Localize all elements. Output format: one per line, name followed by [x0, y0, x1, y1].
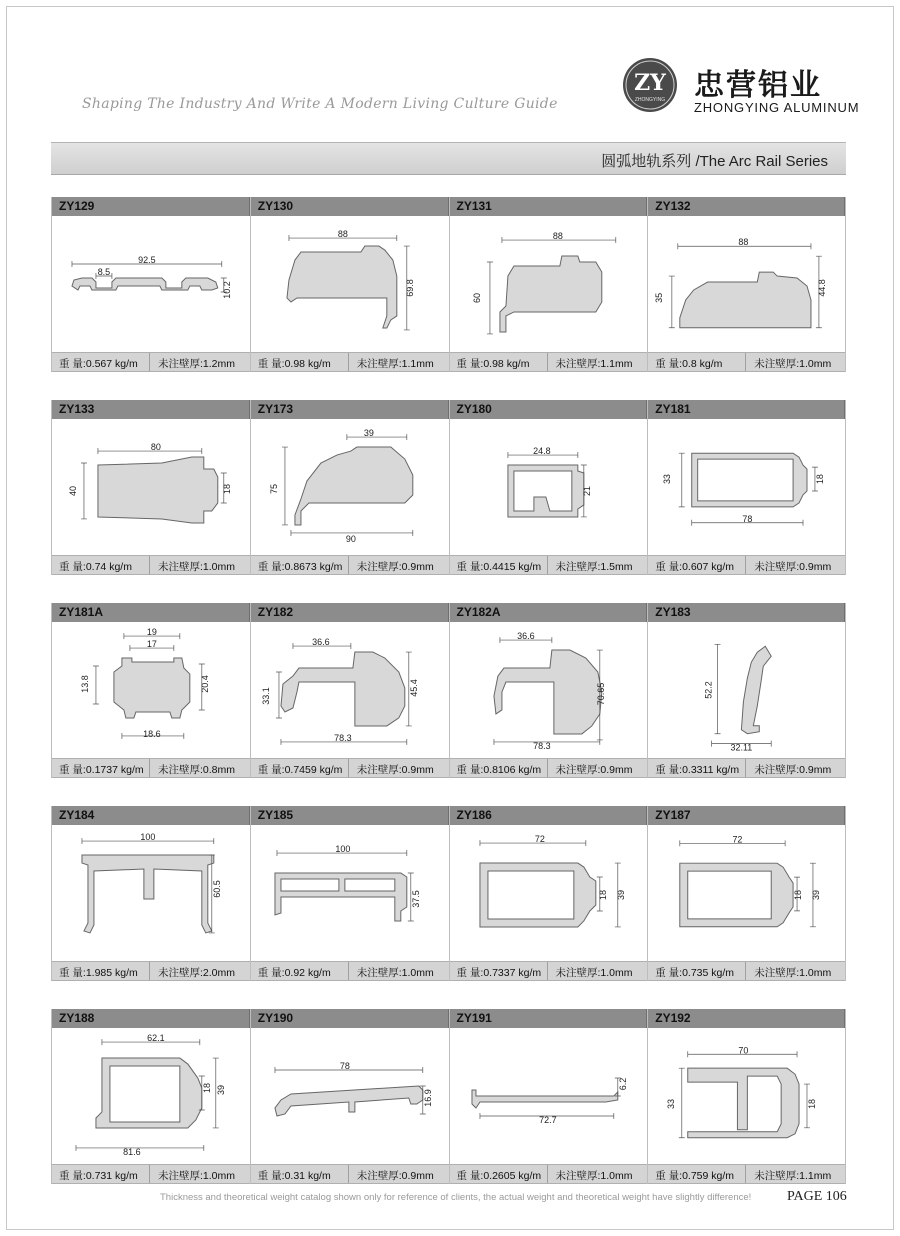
dimension-line: [276, 672, 282, 718]
footer-note: Thickness and theoretical weight catalog shown only for reference of clients, the actual weight and theoretical weight have slightly difference!: [160, 1192, 752, 1203]
dimension-label: 18: [807, 1098, 818, 1109]
dimension-label: 18.6: [143, 728, 161, 739]
profile-specs: [251, 1164, 449, 1184]
dimension-label: 70.65: [595, 682, 606, 706]
profile-code: ZY131: [450, 197, 648, 216]
profile-weight: 重 量:0.2605 kg/m: [450, 1165, 548, 1183]
dimension-label: 45.4: [408, 679, 419, 697]
profile-drawing: [251, 419, 449, 555]
profile-drawing: [450, 825, 648, 961]
profile-weight: 重 量:0.4415 kg/m: [450, 556, 548, 574]
profile-code: ZY185: [251, 806, 449, 825]
profile-drawing: [648, 622, 845, 758]
profile-weight: 重 量:0.731 kg/m: [52, 1165, 150, 1183]
profile-drawing: [450, 419, 648, 555]
profile-wall-thickness: 未注壁厚:0.9mm: [754, 561, 832, 573]
dimension-label: 18: [597, 890, 608, 900]
page-number: PAGE 106: [787, 1189, 847, 1204]
profile-drawing: [52, 419, 250, 555]
profile-code: ZY191: [450, 1009, 648, 1028]
profile-section-outline: [82, 855, 214, 933]
profile-card: [250, 1009, 449, 1184]
profile-card: [250, 400, 449, 575]
dimension-line: [98, 448, 202, 454]
profile-section-outline: [281, 652, 405, 726]
dimension-line: [669, 276, 675, 328]
dimension-line: [93, 666, 99, 704]
dimension-label: 24.8: [532, 446, 551, 457]
profile-code: ZY182: [251, 603, 449, 622]
dimension-label: 17: [146, 639, 157, 650]
profile-specs: [450, 758, 648, 778]
profile-code: ZY133: [52, 400, 250, 419]
dimension-label: 78: [339, 1061, 350, 1072]
dimension-label: 20.4: [199, 675, 210, 693]
dimension-label: 81.6: [123, 1146, 141, 1157]
profile-drawing: [251, 825, 449, 961]
logo-mark: ZY: [634, 70, 666, 96]
dimension-label: 88: [337, 229, 348, 240]
dimension-label: 13.8: [79, 675, 90, 693]
dimension-label: 72: [534, 834, 545, 845]
profile-wall-thickness: 未注壁厚:0.9mm: [356, 1170, 434, 1182]
profile-card: [51, 1009, 250, 1184]
dimension-label: 18: [815, 474, 826, 485]
profile-section-outline: [98, 457, 218, 523]
profile-code: ZY187: [648, 806, 845, 825]
profile-wall-thickness: 未注壁厚:1.2mm: [158, 358, 236, 370]
dimension-label: 72: [732, 834, 743, 845]
profile-card: [51, 400, 250, 575]
profile-weight: 重 量:0.8 kg/m: [648, 353, 746, 371]
profile-weight: 重 量:0.31 kg/m: [251, 1165, 349, 1183]
profile-code: ZY188: [52, 1009, 250, 1028]
profile-specs: [251, 352, 449, 372]
profile-code: ZY182A: [450, 603, 648, 622]
profile-drawing: [251, 1028, 449, 1164]
profile-drawing: [648, 825, 845, 961]
profile-drawing: [648, 419, 845, 555]
dimension-line: [479, 840, 585, 846]
profile-section-outline: [275, 873, 407, 921]
profile-card: [51, 197, 250, 372]
profile-code: ZY181: [648, 400, 845, 419]
profile-wall-thickness: 未注壁厚:2.0mm: [158, 967, 236, 979]
profile-wall-thickness: 未注壁厚:1.0mm: [158, 1170, 236, 1182]
series-title: 圆弧地轨系列 /The Arc Rail Series: [601, 153, 828, 170]
profile-row: [51, 197, 846, 372]
profile-weight: 重 量:0.92 kg/m: [251, 962, 349, 980]
profile-weight: 重 量:0.7337 kg/m: [450, 962, 548, 980]
profile-section-outline: [680, 863, 793, 927]
profile-code: ZY129: [52, 197, 250, 216]
profile-weight: 重 量:0.8673 kg/m: [251, 556, 349, 574]
dimension-label: 44.8: [817, 279, 828, 297]
dimension-label: 90: [345, 533, 356, 544]
profile-drawing: [52, 1028, 250, 1164]
profile-code: ZY180: [450, 400, 648, 419]
profile-specs: [251, 758, 449, 778]
profile-wall-thickness: 未注壁厚:1.0mm: [555, 967, 633, 979]
dimension-line: [347, 434, 407, 440]
dimension-label: 100: [140, 832, 156, 843]
profile-code: ZY184: [52, 806, 250, 825]
profile-specs: [648, 1164, 845, 1184]
profile-drawing: [52, 622, 250, 758]
dimension-label: 75: [268, 484, 279, 494]
profile-specs: [648, 961, 845, 981]
profile-weight: 重 量:0.98 kg/m: [450, 353, 548, 371]
brand-name-cn: 忠营铝业: [694, 68, 822, 103]
dimension-line: [282, 447, 288, 525]
dimension-label: 78: [742, 513, 753, 524]
profile-weight: 重 量:0.98 kg/m: [251, 353, 349, 371]
brand-name-en: ZHONGYING ALUMINUM: [694, 100, 860, 115]
profile-card: [449, 806, 648, 981]
profile-code: ZY192: [648, 1009, 845, 1028]
profile-section-outline: [287, 246, 397, 328]
profile-card: [449, 603, 648, 778]
profile-wall-thickness: 未注壁厚:0.9mm: [754, 764, 832, 776]
profile-specs: [52, 555, 250, 575]
dimension-label: 72.7: [538, 1114, 557, 1125]
profile-weight: 重 量:0.8106 kg/m: [450, 759, 548, 777]
profile-row: [51, 806, 846, 981]
dimension-line: [486, 262, 492, 334]
profile-code: ZY130: [251, 197, 449, 216]
profile-card: [647, 1009, 846, 1184]
profile-section-outline: [680, 272, 811, 328]
profile-section-outline: [692, 453, 807, 507]
profile-card: [250, 806, 449, 981]
profile-code: ZY181A: [52, 603, 250, 622]
slogan: Shaping The Industry And Write A Modern Living Culture Guide: [82, 96, 558, 112]
profile-drawing: [450, 216, 648, 352]
profile-section-outline: [479, 863, 595, 927]
profile-section-outline: [507, 465, 583, 517]
profile-section-outline: [493, 650, 601, 734]
profile-weight: 重 量:0.759 kg/m: [648, 1165, 746, 1183]
profile-row: [51, 603, 846, 778]
dimension-label: 92.5: [138, 255, 156, 266]
profile-drawing: [52, 216, 250, 352]
profile-code: ZY190: [251, 1009, 449, 1028]
dimension-label: 39: [215, 1085, 226, 1095]
dimension-label: 78.3: [333, 732, 352, 743]
dimension-label: 33.1: [260, 687, 271, 705]
profile-drawing: [648, 216, 845, 352]
dimension-label: 18: [793, 890, 804, 900]
dimension-label: 19: [146, 627, 157, 638]
profile-weight: 重 量:0.567 kg/m: [52, 353, 150, 371]
profile-wall-thickness: 未注壁厚:1.0mm: [356, 967, 434, 979]
profile-specs: [52, 1164, 250, 1184]
dimension-label: 18: [201, 1083, 212, 1094]
dimension-label: 35: [654, 292, 665, 303]
profile-weight: 重 量:0.735 kg/m: [648, 962, 746, 980]
profile-wall-thickness: 未注壁厚:1.0mm: [555, 1170, 633, 1182]
profile-drawing: [251, 622, 449, 758]
dimension-label: 60.5: [211, 880, 222, 898]
dimension-label: 18: [221, 484, 232, 494]
profile-code: ZY173: [251, 400, 449, 419]
profile-card: [250, 603, 449, 778]
profile-weight: 重 量:1.985 kg/m: [52, 962, 150, 980]
dimension-label: 33: [662, 474, 673, 485]
profile-specs: [251, 555, 449, 575]
dimension-label: 8.5: [97, 267, 111, 278]
profile-specs: [450, 555, 648, 575]
dimension-label: 32.11: [730, 742, 753, 753]
profile-card: [647, 197, 846, 372]
dimension-label: 16.9: [422, 1089, 433, 1107]
profile-specs: [450, 1164, 648, 1184]
dimension-label: 33: [666, 1098, 677, 1109]
profile-specs: [450, 352, 648, 372]
dimension-label: 37.5: [410, 890, 421, 908]
dimension-label: 39: [615, 890, 626, 900]
profile-card: [449, 400, 648, 575]
profile-wall-thickness: 未注壁厚:0.9mm: [356, 561, 434, 573]
profile-card: [250, 197, 449, 372]
profile-card: [51, 806, 250, 981]
profile-section-outline: [471, 1090, 617, 1108]
dimension-label: 69.8: [404, 279, 415, 297]
dimension-label: 36.6: [516, 631, 535, 642]
profile-weight: 重 量:0.1737 kg/m: [52, 759, 150, 777]
dimension-label: 21: [581, 486, 592, 496]
profile-wall-thickness: 未注壁厚:0.9mm: [356, 764, 434, 776]
profile-code: ZY183: [648, 603, 845, 622]
dimension-label: 100: [335, 844, 351, 855]
profile-row: [51, 1009, 846, 1184]
logo-sub: ZHONGYING: [634, 97, 666, 103]
profile-wall-thickness: 未注壁厚:1.1mm: [356, 358, 434, 370]
profile-wall-thickness: 未注壁厚:1.0mm: [158, 561, 236, 573]
profile-drawing: [648, 1028, 845, 1164]
profile-drawing: [52, 825, 250, 961]
profile-wall-thickness: 未注壁厚:1.0mm: [754, 967, 832, 979]
profile-specs: [52, 758, 250, 778]
profile-wall-thickness: 未注壁厚:0.9mm: [555, 764, 633, 776]
profile-section-outline: [742, 646, 772, 733]
profile-specs: [52, 352, 250, 372]
profile-code: ZY186: [450, 806, 648, 825]
dimension-label: 62.1: [147, 1033, 165, 1044]
dimension-label: 52.2: [703, 681, 714, 699]
profile-specs: [648, 352, 845, 372]
dimension-label: 39: [811, 890, 822, 900]
profile-section-outline: [275, 1086, 423, 1116]
profile-card: [647, 603, 846, 778]
profile-wall-thickness: 未注壁厚:0.8mm: [158, 764, 236, 776]
profile-card: [51, 603, 250, 778]
dimension-label: 39: [363, 428, 374, 439]
profile-drawing: [251, 216, 449, 352]
profile-weight: 重 量:0.3311 kg/m: [648, 759, 746, 777]
dimension-label: 10.2: [221, 281, 232, 299]
profile-weight: 重 量:0.7459 kg/m: [251, 759, 349, 777]
profile-section-outline: [295, 447, 413, 525]
profile-drawing: [450, 622, 648, 758]
profile-drawing: [450, 1028, 648, 1164]
profile-wall-thickness: 未注壁厚:1.1mm: [754, 1170, 832, 1182]
dimension-label: 40: [67, 486, 78, 496]
dimension-line: [679, 1068, 685, 1138]
dimension-line: [715, 644, 721, 733]
profile-specs: [648, 758, 845, 778]
profile-card: [449, 197, 648, 372]
dimension-label: 70: [738, 1045, 749, 1056]
profile-specs: [648, 555, 845, 575]
profile-card: [647, 806, 846, 981]
profile-specs: [251, 961, 449, 981]
profile-weight: 重 量:0.607 kg/m: [648, 556, 746, 574]
profile-specs: [450, 961, 648, 981]
profile-card: [449, 1009, 648, 1184]
dimension-label: 88: [552, 231, 563, 242]
dimension-label: 78.3: [532, 740, 551, 751]
series-bar: [51, 142, 846, 175]
profile-specs: [52, 961, 250, 981]
profile-section-outline: [499, 256, 601, 332]
profile-wall-thickness: 未注壁厚:1.0mm: [754, 358, 832, 370]
profile-section-outline: [114, 658, 190, 718]
dimension-label: 60: [471, 292, 482, 303]
profile-row: [51, 400, 846, 575]
profile-wall-thickness: 未注壁厚:1.5mm: [555, 561, 633, 573]
dimension-label: 80: [150, 442, 161, 453]
profile-card: [647, 400, 846, 575]
profile-code: ZY132: [648, 197, 845, 216]
profile-section-outline: [96, 1058, 202, 1128]
dimension-label: 6.2: [617, 1077, 628, 1091]
dimension-line: [679, 453, 685, 507]
profile-section-outline: [688, 1068, 799, 1138]
dimension-label: 36.6: [311, 637, 330, 648]
company-logo: [622, 57, 678, 113]
profile-wall-thickness: 未注壁厚:1.1mm: [555, 358, 633, 370]
dimension-line: [81, 463, 87, 519]
profile-weight: 重 量:0.74 kg/m: [52, 556, 150, 574]
dimension-label: 88: [738, 237, 749, 248]
profile-section-outline: [72, 278, 218, 290]
